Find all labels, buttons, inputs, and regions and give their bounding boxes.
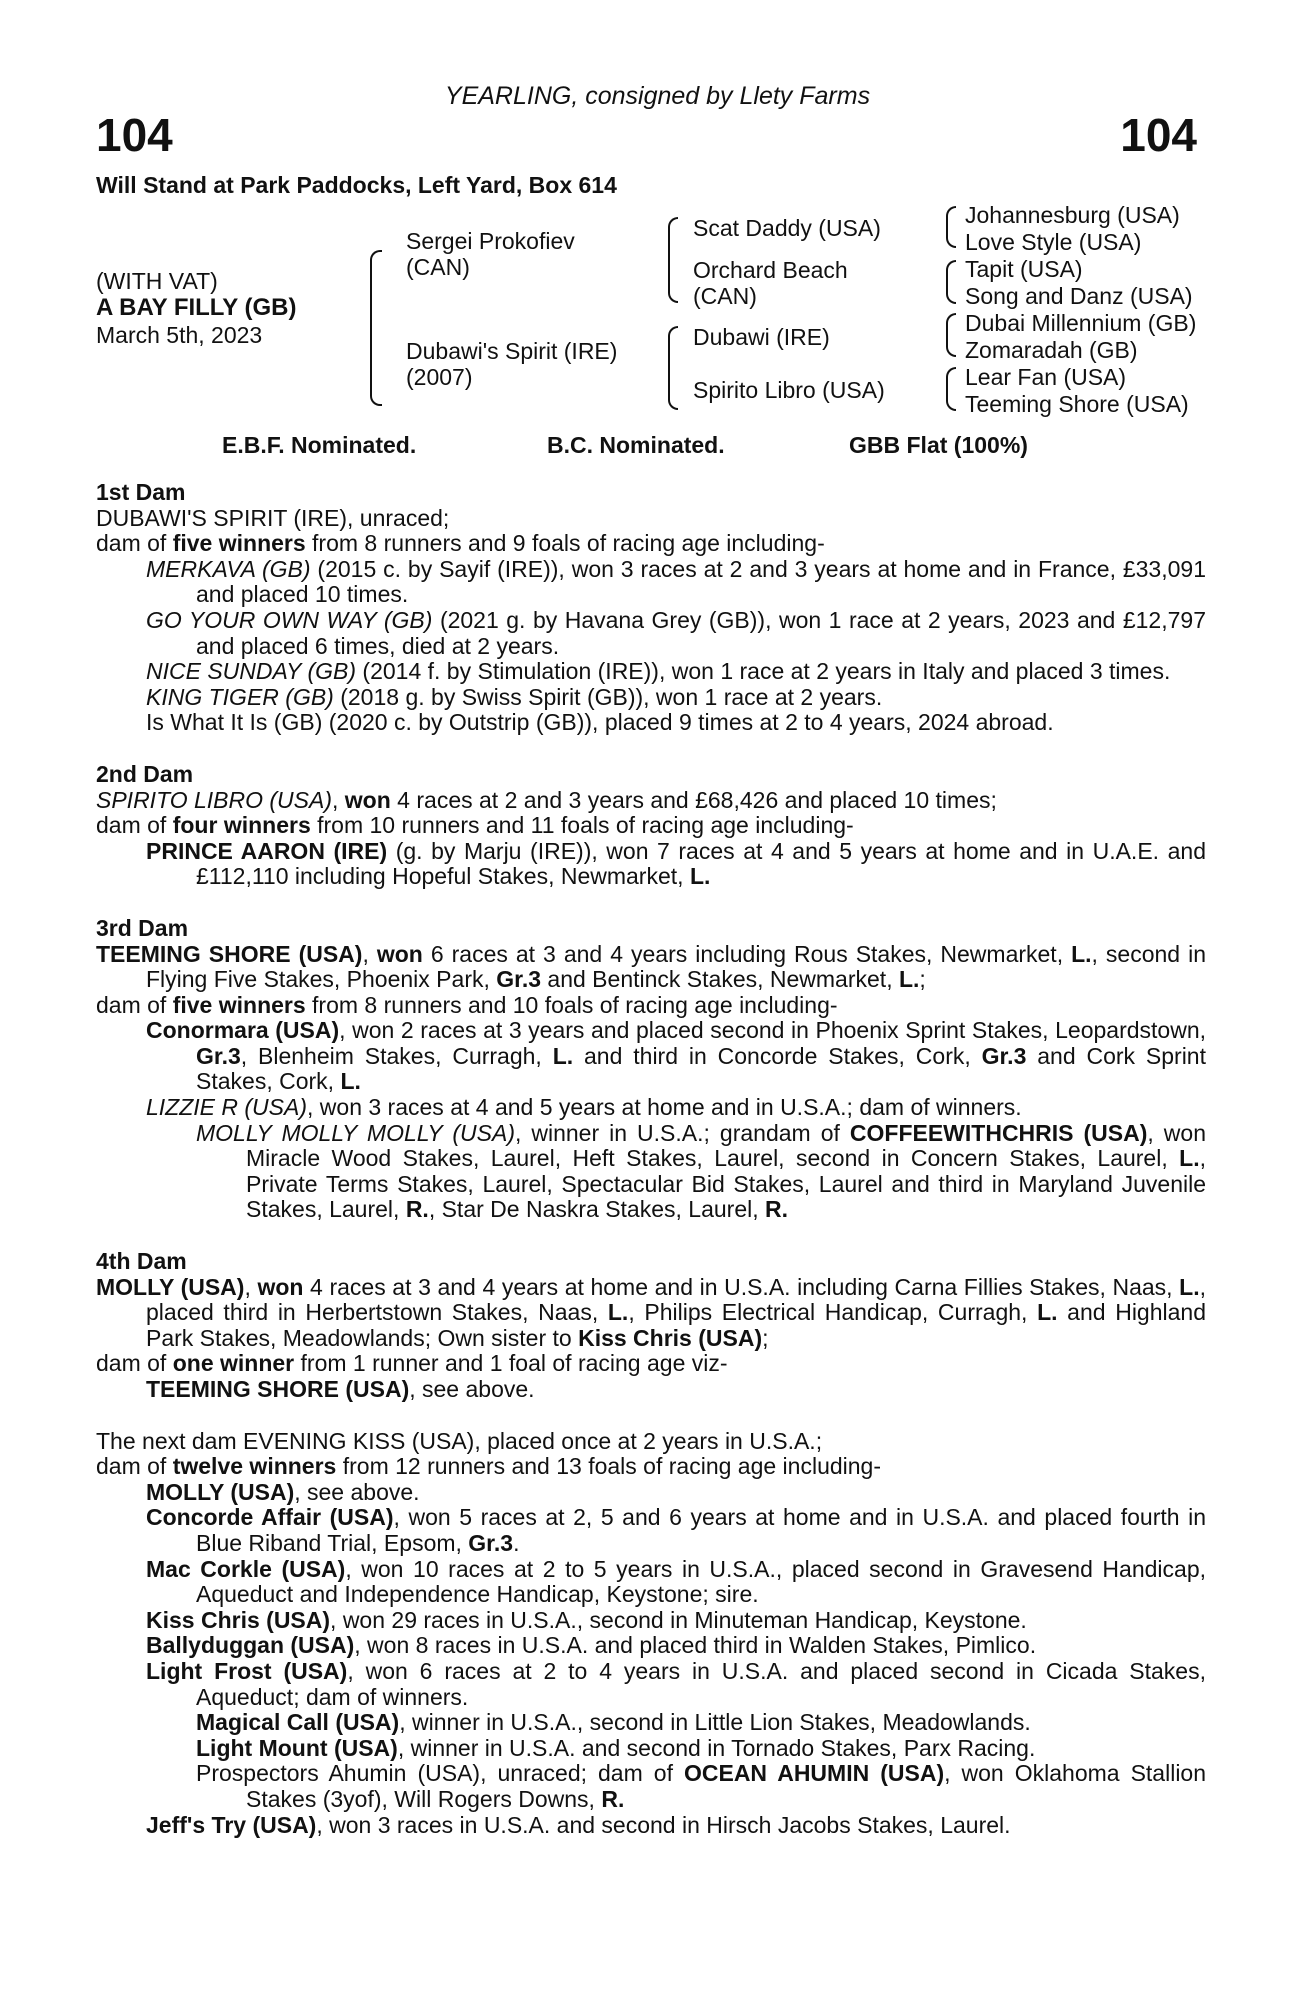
second-dam-heading: 2nd Dam — [96, 760, 194, 787]
ancestor-8: Teeming Shore (USA) — [965, 391, 1189, 417]
dam-sire: Dubawi (IRE) — [693, 324, 830, 350]
produce-entry: Conormara (USA), won 2 races at 3 years and placed second in Phoenix Sprint Stakes, Leopardstown, Gr.3, Blenheim Stakes, Curragh, L. and third in Concorde Stakes, Cork, Gr.3 and Cork Sprint Stakes, Cork, L. — [146, 1017, 1207, 1095]
sire-dam: Orchard Beach (CAN) — [693, 257, 848, 309]
third-dam-section — [96, 916, 1206, 1223]
ebf-nomination: E.B.F. Nominated. — [222, 432, 417, 458]
first-dam-heading: 1st Dam — [96, 479, 186, 505]
lot-number-left: 104 — [96, 109, 173, 161]
gbb-nomination: GBB Flat (100%) — [849, 432, 1028, 458]
consignment-heading: YEARLING, consigned by Llety Farms — [444, 82, 871, 110]
produce-entry: Light Frost (USA), won 6 races at 2 to 4 years in U.S.A. and placed second in Cicada Stakes, Aqueduct; dam of winners. — [146, 1657, 1206, 1710]
ancestor-2: Love Style (USA) — [965, 229, 1142, 255]
second-dam-intro: SPIRITO LIBRO (USA), won 4 races at 2 and 3 years and £68,426 and placed 10 times; — [96, 786, 997, 813]
produce-entry: MOLLY (USA), see above. — [146, 1478, 420, 1505]
brace-g4 — [946, 367, 956, 411]
fifth-dam-produce-summary: dam of twelve winners from 12 runners and 13 foals of racing age including- — [96, 1453, 881, 1480]
first-dam-intro: DUBAWI'S SPIRIT (IRE), unraced; — [96, 504, 450, 531]
fifth-dam-section — [96, 1429, 1206, 1839]
produce-entry: TEEMING SHORE (USA), see above. — [146, 1376, 535, 1402]
ancestor-3: Tapit (USA) — [965, 256, 1083, 282]
third-dam-heading: 3rd Dam — [96, 914, 189, 941]
brace-g3 — [946, 313, 956, 357]
produce-entry: KING TIGER (GB) (2018 g. by Swiss Spirit (GB)), won 1 race at 2 years. — [146, 683, 883, 710]
produce-entry: MERKAVA (GB) (2015 c. by Sayif (IRE)), won 3 races at 2 and 3 years at home and in France, £33,091 and placed 10 times. — [146, 555, 1206, 608]
grand-produce-entry: MOLLY MOLLY MOLLY (USA), winner in U.S.A.; grandam of COFFEEWITHCHRIS (USA), won Miracle Wood Stakes, Laurel, Heft Stakes, Laurel, second in Concern Stakes, Laurel, L., Private Terms Stakes, Laurel, Spectacular Bid Stakes, Laurel and third in Maryland Juvenile Stakes, Laurel, R., Star De Naskra Stakes, Laurel, R. — [196, 1119, 1206, 1223]
produce-entry: Is What It Is (GB) (2020 c. by Outstrip (GB)), placed 9 times at 2 to 4 years, 2024 abroad. — [146, 709, 1054, 736]
ancestor-1: Johannesburg (USA) — [965, 202, 1180, 228]
ancestor-5: Dubai Millennium (GB) — [965, 310, 1197, 336]
produce-entry: Jeff's Try (USA), won 3 races in U.S.A. and second in Hirsch Jacobs Stakes, Laurel. — [146, 1811, 1011, 1838]
fourth-dam-produce-summary: dam of one winner from 1 runner and 1 foal of racing age viz- — [96, 1350, 728, 1377]
ancestor-6: Zomaradah (GB) — [965, 337, 1138, 363]
grand-produce-entry: Light Mount (USA), winner in U.S.A. and second in Tornado Stakes, Parx Racing. — [196, 1734, 1036, 1761]
dam: Dubawi's Spirit (IRE) (2007) — [406, 338, 618, 390]
first-dam-produce-summary: dam of five winners from 8 runners and 9 foals of racing age including- — [96, 530, 825, 557]
fourth-dam-heading: 4th Dam — [96, 1248, 187, 1275]
produce-entry: Mac Corkle (USA), won 10 races at 2 to 5 years in U.S.A., placed second in Gravesend Handicap, Aqueduct and Independence Handicap, Keystone; sire. — [146, 1555, 1206, 1608]
second-dam-section — [96, 762, 1206, 890]
stand-location: Will Stand at Park Paddocks, Left Yard, Box 614 — [96, 172, 617, 198]
vat-note: (WITH VAT) — [96, 268, 218, 294]
grand-produce-entry: Magical Call (USA), winner in U.S.A., second in Little Lion Stakes, Meadowlands. — [196, 1709, 1031, 1736]
third-dam-intro: TEEMING SHORE (USA), won 6 races at 3 and 4 years including Rous Stakes, Newmarket, L., second in Flying Five Stakes, Phoenix Park, Gr.3 and Bentinck Stakes, Newmarket, L.; — [96, 940, 1206, 993]
produce-entry: Kiss Chris (USA), won 29 races in U.S.A., second in Minuteman Handicap, Keystone. — [146, 1606, 1027, 1633]
brace-sire — [668, 217, 678, 303]
bc-nomination: B.C. Nominated. — [547, 432, 725, 458]
brace-dam — [668, 326, 678, 410]
brace-g2 — [946, 260, 956, 304]
dam-dam: Spirito Libro (USA) — [693, 377, 885, 403]
pedigree-notes — [96, 480, 1206, 1838]
fourth-dam-section — [96, 1249, 1206, 1403]
ancestor-7: Lear Fan (USA) — [965, 364, 1127, 390]
produce-entry: NICE SUNDAY (GB) (2014 f. by Stimulation (IRE)), won 1 race at 2 years in Italy and placed 3 times. — [146, 658, 1171, 685]
lot-number-right: 104 — [1120, 109, 1197, 161]
grand-produce-entry: Prospectors Ahumin (USA), unraced; dam of OCEAN AHUMIN (USA), won Oklahoma Stallion Stakes (3yof), Will Rogers Downs, R. — [196, 1760, 1207, 1812]
fourth-dam-intro: MOLLY (USA), won 4 races at 3 and 4 years at home and in U.S.A. including Carna Fillies Stakes, Naas, L., placed third in Herbertstown Stakes, Naas, L., Philips Electrical Handicap, Curragh, L. and Highland Park Stakes, Meadowlands; Own sister to Kiss Chris (USA); — [96, 1273, 1207, 1351]
lot-name: A BAY FILLY (GB) — [96, 294, 297, 321]
produce-entry: GO YOUR OWN WAY (GB) (2021 g. by Havana Grey (GB)), won 1 race at 2 years, 2023 and £12,797 and placed 6 times, died at 2 years. — [146, 606, 1206, 659]
second-dam-produce-summary: dam of four winners from 10 runners and 11 foals of racing age including- — [96, 812, 854, 839]
date-of-birth: March 5th, 2023 — [96, 322, 263, 348]
produce-entry: PRINCE AARON (IRE) (g. by Marju (IRE)), won 7 races at 4 and 5 years at home and in U.A.E. and £112,110 including Hopeful Stakes, Newmarket, L. — [146, 837, 1206, 890]
sire-sire: Scat Daddy (USA) — [693, 215, 881, 241]
produce-entry: LIZZIE R (USA), won 3 races at 4 and 5 years at home and in U.S.A.; dam of winners. — [146, 1094, 1022, 1121]
ancestor-4: Song and Danz (USA) — [965, 283, 1193, 309]
produce-entry: Concorde Affair (USA), won 5 races at 2, 5 and 6 years at home and in U.S.A. and placed fourth in Blue Riband Trial, Epsom, Gr.3. — [146, 1504, 1206, 1556]
brace-lot — [370, 250, 382, 406]
sire: Sergei Prokofiev (CAN) — [406, 228, 575, 280]
first-dam-section — [96, 480, 1206, 736]
brace-g1 — [946, 206, 956, 248]
third-dam-produce-summary: dam of five winners from 8 runners and 10 foals of racing age including- — [96, 991, 838, 1018]
produce-entry: Ballyduggan (USA), won 8 races in U.S.A. and placed third in Walden Stakes, Pimlico. — [146, 1632, 1037, 1659]
fifth-dam-intro: The next dam EVENING KISS (USA), placed once at 2 years in U.S.A.; — [96, 1427, 823, 1454]
